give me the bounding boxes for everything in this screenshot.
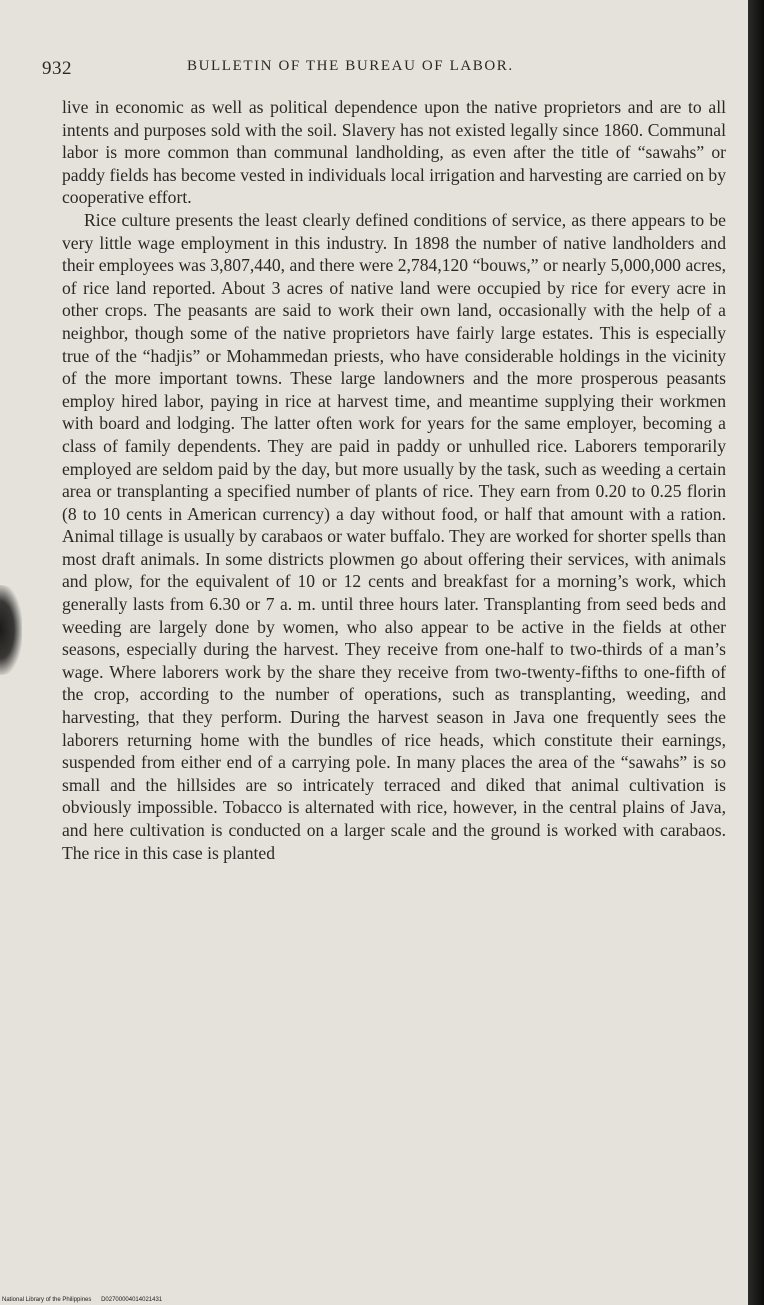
paragraph-continued: live in economic as well as political dependence upon the native proprietors and are to all intents and purposes sold with the soil. Slavery has not existed legally since 1860. Communal labor is more common than communal landholding, as even after the title of “sawahs” or paddy fields has become vested in individuals local irrigation and harvesting are carried on by cooperative effort. xyxy=(62,97,726,208)
paragraph-rice-culture: Rice culture presents the least clearly defined conditions of service, as there appears to be very little wage employment in this industry. In 1898 the number of native landholders and their employees was 3,807,440, and there were 2,784,120 “bouws,” or nearly 5,000,000 acres, of rice land reported. About 3 acres of native land were occupied by rice for every acre in other crops. The peasants are said to work their own land, occasionally with the help of a neighbor, though some of the native proprietors have fairly large estates. This is especially true of the “hadjis” or Mohammedan priests, who have considerable holdings in the vicinity of the more important towns. These large landowners and the more prosperous peasants employ hired labor, paying in rice at harvest time, and meantime supplying their workmen with board and lodging. The latter often work for years for the same employer, becoming a class of family dependents. They are paid in paddy or unhulled rice. Laborers temporarily employed are seldom paid by the day, but more usually by the task, such as weeding a certain area or transplanting a specified number of plants of rice. They earn from 0.20 to 0.25 florin (8 to 10 cents in American currency) a day without food, or half that amount with a ration. Animal tillage is usually by carabaos or water buffalo. They are worked for shorter spells than most draft animals. In some districts plowmen go about offering their services, with animals and plow, for the equivalent of 10 or 12 cents and breakfast for a morning’s work, which generally lasts from 6.30 or 7 a. m. until three hours later. Transplanting from seed beds and weeding are largely done by women, who also appear to be active in the fields at other seasons, especially during the harvest. They receive from one-half to two-thirds of a man’s wage. Where laborers work by the share they receive from two-twenty-fifths to one-fifth of the crop, according to the number of operations, such as transplanting, weeding, and harvesting, that they perform. During the harvest season in Java one frequently sees the laborers returning home with the bundles of rice heads, which constitute their earnings, suspended from either end of a carrying pole. In many places the area of the “sawahs” is so small and the hillsides are so intricately terraced and diked that animal cultivation is obviously impossible. Tobacco is alternated with rice, however, in the central plains of Java, and here cultivation is conducted on a larger scale and the ground is worked with carabaos. The rice in this case is planted xyxy=(62,209,726,863)
scan-identifier: D02700004014021431 xyxy=(101,1297,163,1303)
page-number: 932 xyxy=(42,58,72,79)
running-head: BULLETIN OF THE BUREAU OF LABOR. xyxy=(187,58,514,74)
body-text xyxy=(62,96,726,864)
page-header xyxy=(42,58,722,84)
thumb-shadow xyxy=(0,585,22,675)
scan-source: National Library of the Philippines xyxy=(2,1297,92,1303)
page-edge-shadow xyxy=(748,0,764,1305)
scan-footer xyxy=(2,1297,162,1303)
